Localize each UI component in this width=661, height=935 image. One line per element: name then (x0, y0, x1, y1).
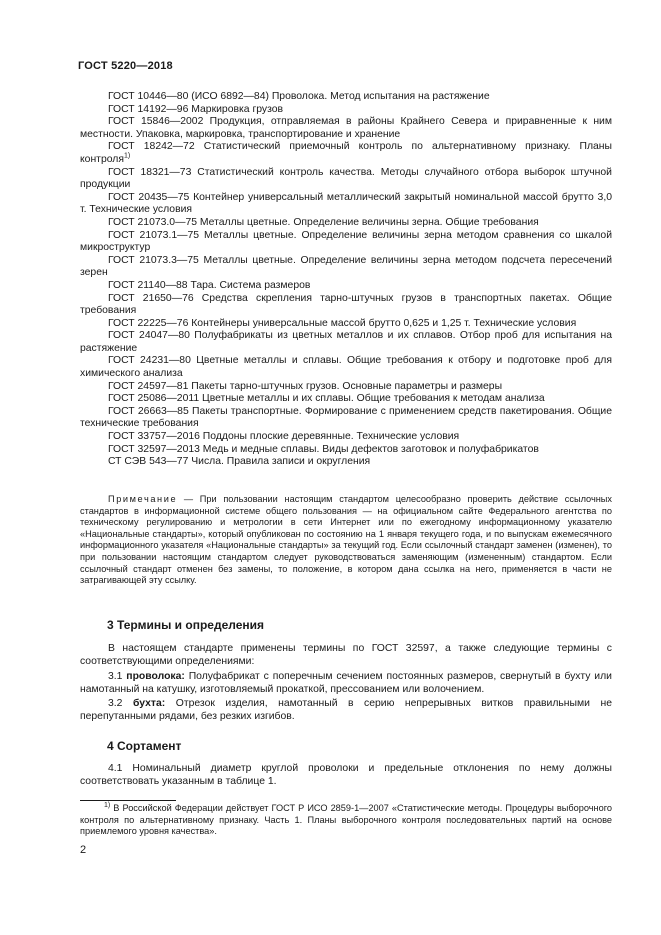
reference-item: СТ СЭВ 543—77 Числа. Правила записи и округления (108, 456, 371, 468)
reference-item: ГОСТ 32597—2013 Медь и медные сплавы. Виды дефектов заготовок и полуфабрикатов (108, 443, 539, 455)
footnote-rule (80, 800, 176, 801)
reference-item: ГОСТ 10446—80 (ИСО 6892—84) Проволока. Метод испытания на растяжение (108, 91, 490, 102)
reference-item: ГОСТ 24597—81 Пакеты тарно-штучных грузов. Основные параметры и размеры (108, 380, 503, 392)
reference-item: ГОСТ 21140—88 Тара. Система размеров (108, 279, 311, 291)
reference-item: ГОСТ 24047—80 Полуфабрикаты из цветных металлов и их сплавов. Отбор проб для испытания на растяжение (80, 330, 612, 354)
reference-item: ГОСТ 21650—76 Средства скрепления тарно-штучных грузов в транспортных пакетах. Общие требования (80, 292, 612, 317)
reference-item: ГОСТ 33757—2016 Поддоны плоские деревянные. Технические условия (108, 431, 460, 443)
reference-item: ГОСТ 18321—73 Статистический контроль качества. Методы случайного отбора выборок штучной продукции (80, 166, 612, 191)
term-name: бухта: (132, 698, 166, 710)
reference-item: ГОСТ 15846—2002 Продукция, отправляемая в районы Крайнего Севера и приравненные к ним местности. Упаковка, маркировка, транспортирование и хранение (80, 116, 612, 140)
footnote-mark: 1) (123, 152, 131, 160)
reference-item: ГОСТ 14192—96 Маркировка грузов (108, 103, 284, 115)
term-definition: 3.2 бухта: Отрезок изделия, намотанный в серию непрерывных витков правильными не перепутанными рядами, без резких изгибов. (80, 698, 612, 723)
reference-item: ГОСТ 26663—85 Пакеты транспортные. Формирование с применением средств пакетирования. Общие технические требования (80, 405, 612, 430)
term-definition: 3.1 проволока: Полуфабрикат с поперечным сечением постоянных размеров, свернутый в бухту или намотанный на катушку, изготовляемый прокаткой, прессованием или волочением. (80, 670, 612, 695)
section-3-heading: 3 Термины и определения (107, 618, 265, 632)
note-text: — При пользовании настоящим стандартом целесообразно проверить действие ссылочных стандартов в информационной системе общего пользования — на официальном сайте Федерального агентства по техническому регулированию и метрологии в сети Интернет или по ежегодному информационному указателю «Национальные стандарты», который опубликован по состоянию на 1 января текущего года, и по выпускам ежемесячного информационного указателя «Национальные стандарты» за текущий год. Если ссылочный стандарт заменен (изменен), то при пользовании настоящим стандартом следует руководствоваться заменяющим (измененным) стандартом. Если ссылочный стандарт отменен без замены, то положение, в котором дана ссылка на него, применяется в части не затрагивающей эту ссылку. (80, 494, 612, 586)
reference-item: ГОСТ 21073.3—75 Металлы цветные. Определение величины зерна методом подсчета пересечений зерен (80, 254, 612, 279)
normative-references (80, 91, 612, 469)
section-3-intro: В настоящем стандарте применены термины по ГОСТ 32597, а также следующие термины с соответствующими определениями: (80, 643, 612, 668)
section-3-body (80, 642, 612, 725)
note-label: Примечание (108, 494, 178, 504)
reference-item: ГОСТ 25086—2011 Цветные металлы и их сплавы. Общие требования к методам анализа (108, 393, 545, 405)
reference-item: ГОСТ 21073.1—75 Металлы цветные. Определение величины зерна методом сравнения со шкалой микроструктур (80, 229, 612, 254)
document-header: ГОСТ 5220—2018 (78, 60, 173, 72)
section-4-body (80, 762, 612, 790)
page-number: 2 (80, 844, 87, 856)
term-name: проволока: (126, 670, 185, 682)
footnote-mark: 1) (104, 801, 111, 809)
reference-item: ГОСТ 20435—75 Контейнер универсальный металлический закрытый номинальной массой брутто 3,0 т. Технические условия (80, 191, 612, 216)
reference-item: ГОСТ 21073.0—75 Металлы цветные. Определение величины зерна. Общие требования (108, 216, 539, 228)
section-4-paragraph: 4.1 Номинальный диаметр круглой проволоки и предельные отклонения по нему должны соответствовать указанным в таблице 1. (80, 763, 612, 788)
reference-item: ГОСТ 24231—80 Цветные металлы и сплавы. Общие требования к отбору и подготовке проб для химического анализа (80, 355, 612, 380)
footnote: $^{1)}$ В Российской Федерации действует ГОСТ Р ИСО 2859-1—2007 «Статистические методы. Процедуры выборочного контроля по альтернативному признаку. Часть 1. Планы выборочного контроля последовательных партий на основе приемлемого уровня качества». (80, 801, 612, 837)
reference-item: ГОСТ 22225—76 Контейнеры универсальные массой брутто 0,625 и 1,25 т. Технические условия (108, 317, 577, 329)
note-paragraph (80, 494, 612, 587)
section-4-heading: 4 Сортамент (107, 739, 182, 753)
reference-item: ГОСТ 18242—72 Статистический приемочный контроль по альтернативному признаку. Планы контроля$^{1)}$ (80, 141, 612, 165)
